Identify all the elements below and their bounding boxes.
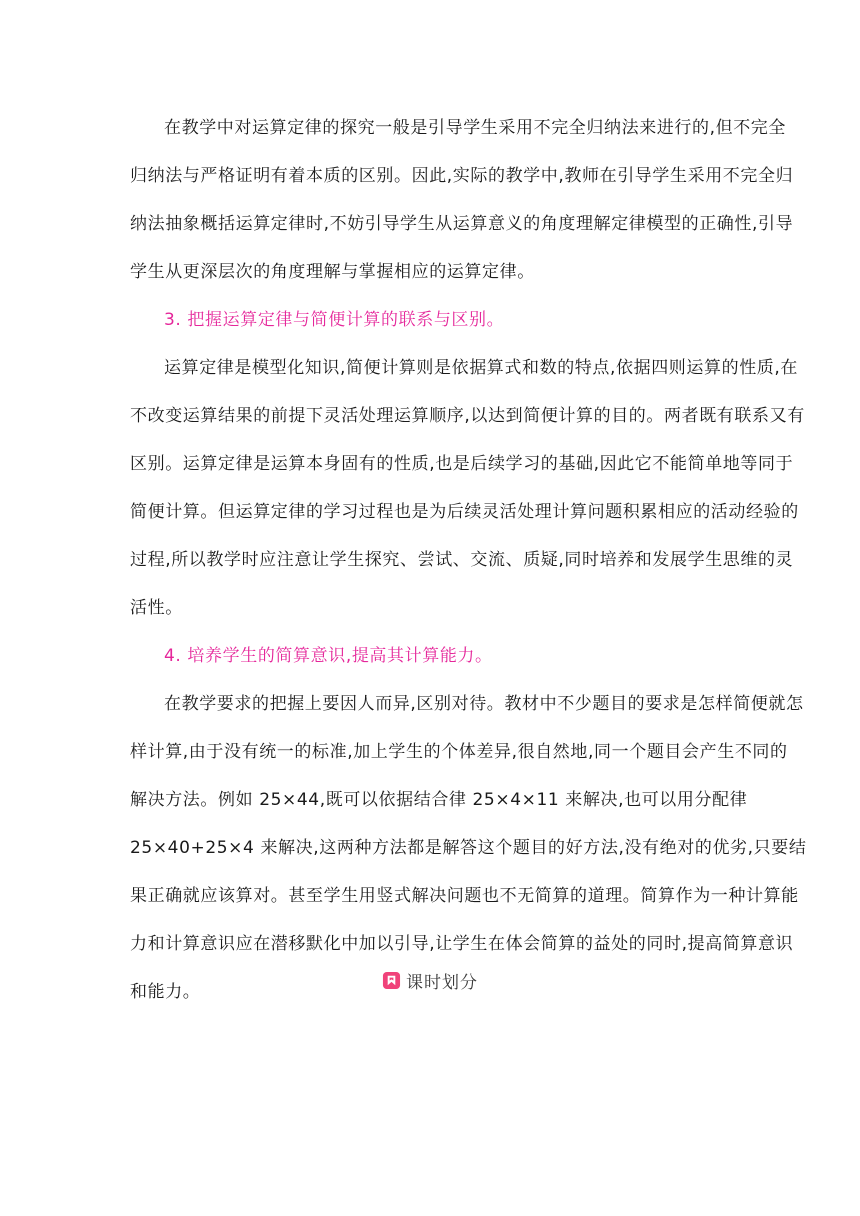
text-line: 活性。 xyxy=(130,598,183,618)
text-line: 果正确就应该算对。甚至学生用竖式解决问题也不无简算的道理。简算作为一种计算能 xyxy=(130,886,799,906)
paragraph-induction xyxy=(130,110,794,290)
section-heading-4: 4. 培养学生的简算意识,提高其计算能力。 xyxy=(164,646,493,666)
text-line: 25×40+25×4 来解决,这两种方法都是解答这个题目的好方法,没有绝对的优劣,只要结 xyxy=(130,838,807,858)
text-line: 解决方法。例如 25×44,既可以依据结合律 25×4×11 来解决,也可以用分配律 xyxy=(130,790,748,810)
document-body xyxy=(130,110,807,1022)
text-line: 纳法抽象概括运算定律时,不妨引导学生从运算意义的角度理解定律模型的正确性,引导 xyxy=(130,214,794,234)
paragraph-simplification-awareness xyxy=(130,686,807,1010)
text-line: 在教学中对运算定律的探究一般是引导学生采用不完全归纳法来进行的,但不完全 xyxy=(164,118,787,138)
text-line: 样计算,由于没有统一的标准,加上学生的个体差异,很自然地,同一个题目会产生不同的 xyxy=(130,742,788,762)
text-line: 运算定律是模型化知识,简便计算则是依据算式和数的特点,依据四则运算的性质,在 xyxy=(164,358,799,378)
text-line: 和能力。 xyxy=(130,982,201,1002)
text-line: 不改变运算结果的前提下灵活处理运算顺序,以达到简便计算的目的。两者既有联系又有 xyxy=(130,406,805,426)
text-line: 学生从更深层次的角度理解与掌握相应的运算定律。 xyxy=(130,262,535,282)
text-line: 归纳法与严格证明有着本质的区别。因此,实际的教学中,教师在引导学生采用不完全归 xyxy=(130,166,794,186)
section-heading-3: 3. 把握运算定律与简便计算的联系与区别。 xyxy=(164,310,505,330)
text-line: 简便计算。但运算定律的学习过程也是为后续灵活处理计算问题积累相应的活动经验的 xyxy=(130,502,799,522)
footer-section-title: 课时划分 xyxy=(406,973,478,993)
ribbon-icon xyxy=(382,971,401,990)
text-line: 在教学要求的把握上要因人而异,区别对待。教材中不少题目的要求是怎样简便就怎 xyxy=(164,694,804,714)
text-line: 区别。运算定律是运算本身固有的性质,也是后续学习的基础,因此它不能简单地等同于 xyxy=(130,454,794,474)
text-line: 过程,所以教学时应注意让学生探究、尝试、交流、质疑,同时培养和发展学生思维的灵 xyxy=(130,550,794,570)
text-line: 力和计算意识应在潜移默化中加以引导,让学生在体会简算的益处的同时,提高简算意识 xyxy=(130,934,794,954)
footer-section-logo xyxy=(382,968,478,993)
paragraph-laws-vs-simplification xyxy=(130,350,805,626)
